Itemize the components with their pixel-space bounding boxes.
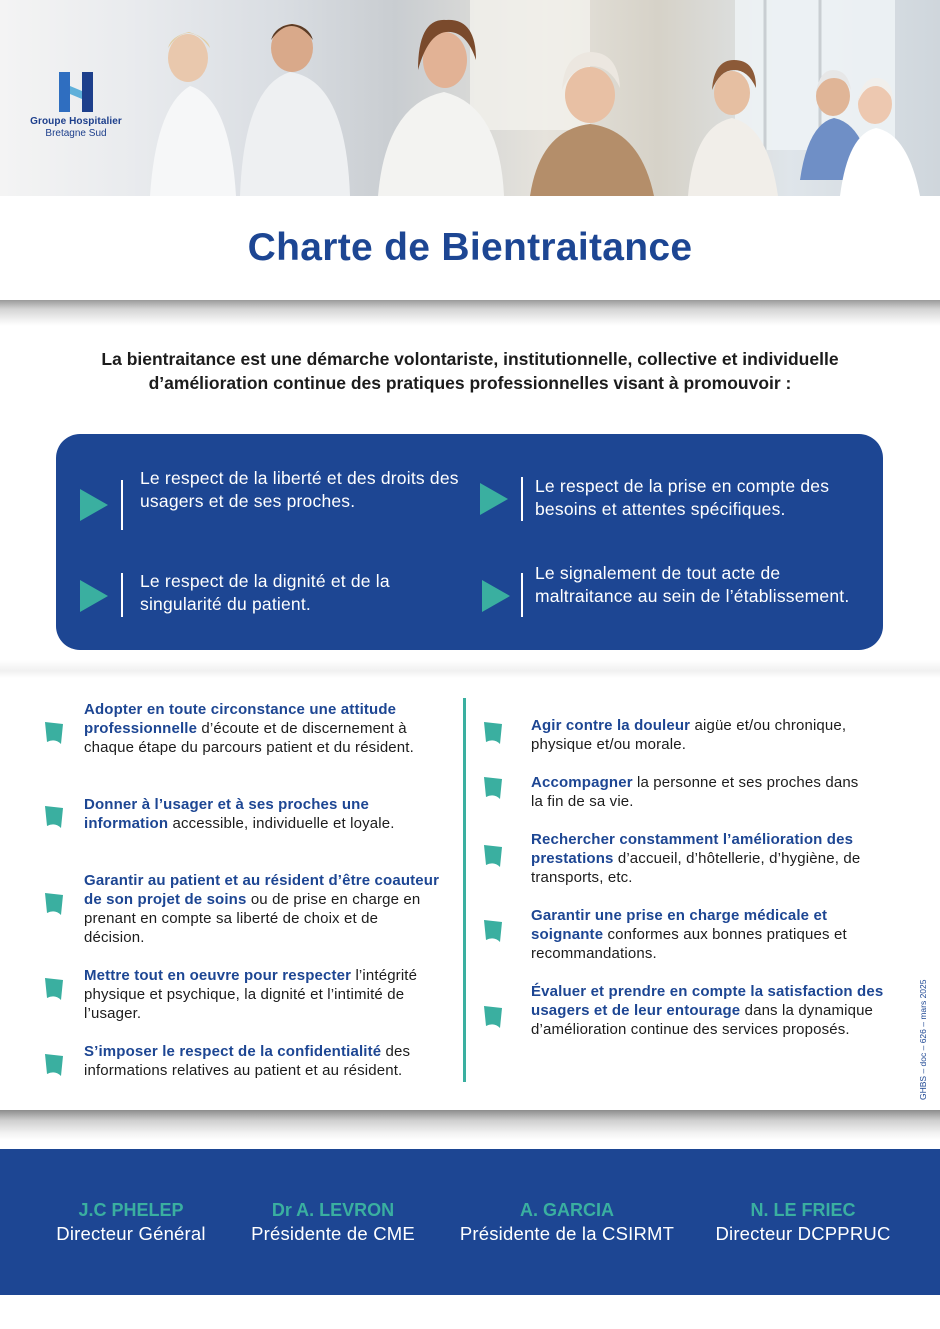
commitment-item: Garantir au patient et au résident d’être coauteur de son projet de soins ou de prise en charge en prenant en compte sa liberté de choix et de décision.	[84, 872, 440, 946]
commitment-item: Donner à l’usager et à ses proches une information accessible, individuelle et loyale.	[84, 796, 395, 832]
logo-text-line2: Bretagne Sud	[45, 128, 107, 139]
play-arrow-icon	[80, 489, 108, 521]
flag-bullet-icon	[484, 1006, 502, 1028]
header-photo-band	[0, 0, 940, 196]
principle-divider	[121, 480, 123, 530]
signatory-role: Présidente de CME	[251, 1223, 415, 1244]
play-arrow-icon	[80, 580, 108, 612]
flag-bullet-icon	[45, 978, 63, 1000]
commitment-item: Accompagner la personne et ses proches dans la fin de sa vie.	[531, 774, 859, 810]
commitment-item: Garantir une prise en charge médicale et soignante conformes aux bonnes pratiques et recommandations.	[531, 907, 847, 962]
commitment-item: S’imposer le respect de la confidentialité des informations relatives au patient et au résident.	[84, 1043, 411, 1079]
signatory-role: Directeur DCPPRUC	[715, 1223, 891, 1244]
principle-divider	[121, 573, 123, 617]
bottom-shadow-divider	[0, 1110, 940, 1140]
principle-item: Le signalement de tout acte de maltraitance au sein de l’établissement.	[535, 563, 850, 606]
logo-h-icon	[56, 72, 96, 112]
hospital-logo	[26, 72, 126, 139]
play-arrow-icon	[480, 483, 508, 515]
flag-bullet-icon	[484, 920, 502, 942]
columns-divider	[463, 698, 466, 1082]
signatory	[30, 1199, 232, 1246]
title-shadow-divider	[0, 300, 940, 326]
document-reference: GHBS – doc – 626 – mars 2025	[918, 979, 928, 1100]
signatory-role: Directeur Général	[56, 1223, 206, 1244]
flag-bullet-icon	[45, 893, 63, 915]
logo-text-line1: Groupe Hospitalier	[30, 116, 122, 127]
commitment-item: Adopter en toute circonstance une attitude professionnelle d’écoute et de discernement à chaque étape du parcours patient et du résident.	[84, 701, 414, 756]
signatory	[236, 1199, 430, 1246]
signatory-name: Dr A. LEVRON	[271, 1200, 395, 1220]
commitment-item: Mettre tout en oeuvre pour respecter l’intégrité physique et psychique, la dignité et l’intimité de l’usager.	[84, 967, 418, 1022]
signatory	[698, 1199, 908, 1246]
flag-bullet-icon	[45, 1054, 63, 1076]
flag-bullet-icon	[45, 806, 63, 828]
principle-item: Le respect de la prise en compte des besoins et attentes spécifiques.	[535, 476, 830, 519]
principles-box	[56, 434, 883, 650]
play-arrow-icon	[482, 580, 510, 612]
section-divider	[0, 660, 940, 678]
principle-divider	[521, 477, 523, 521]
flag-bullet-icon	[484, 777, 502, 799]
signatory	[444, 1199, 690, 1246]
signatory-name: N. LE FRIEC	[750, 1200, 856, 1220]
commitment-item: Rechercher constamment l’amélioration des prestations d’accueil, d’hôtellerie, d’hygiène, de transports, etc.	[531, 831, 861, 886]
signatories-footer	[0, 1149, 940, 1295]
principle-divider	[521, 573, 523, 617]
signatory-name: J.C PHELEP	[78, 1200, 184, 1220]
flag-bullet-icon	[484, 845, 502, 867]
principle-item: Le respect de la dignité et de la singularité du patient.	[140, 571, 390, 614]
commitment-item: Évaluer et prendre en compte la satisfaction des usagers et de leur entourage dans la dynamique d’amélioration continue des services proposés.	[531, 983, 884, 1038]
signatory-name: A. GARCIA	[520, 1200, 614, 1220]
page-title: Charte de Bientraitance	[247, 226, 693, 269]
care-photo-illustration	[0, 0, 940, 196]
flag-bullet-icon	[45, 722, 63, 744]
flag-bullet-icon	[484, 722, 502, 744]
intro-paragraph: La bientraitance est une démarche volontariste, institutionnelle, collective et individuelle d’amélioration continue des pratiques professionnelles visant à promouvoir :	[101, 349, 839, 393]
signatory-role: Présidente de la CSIRMT	[459, 1223, 675, 1244]
commitment-item: Agir contre la douleur aigüe et/ou chronique, physique et/ou morale.	[531, 717, 847, 753]
principle-item: Le respect de la liberté et des droits des usagers et de ses proches.	[140, 468, 459, 511]
